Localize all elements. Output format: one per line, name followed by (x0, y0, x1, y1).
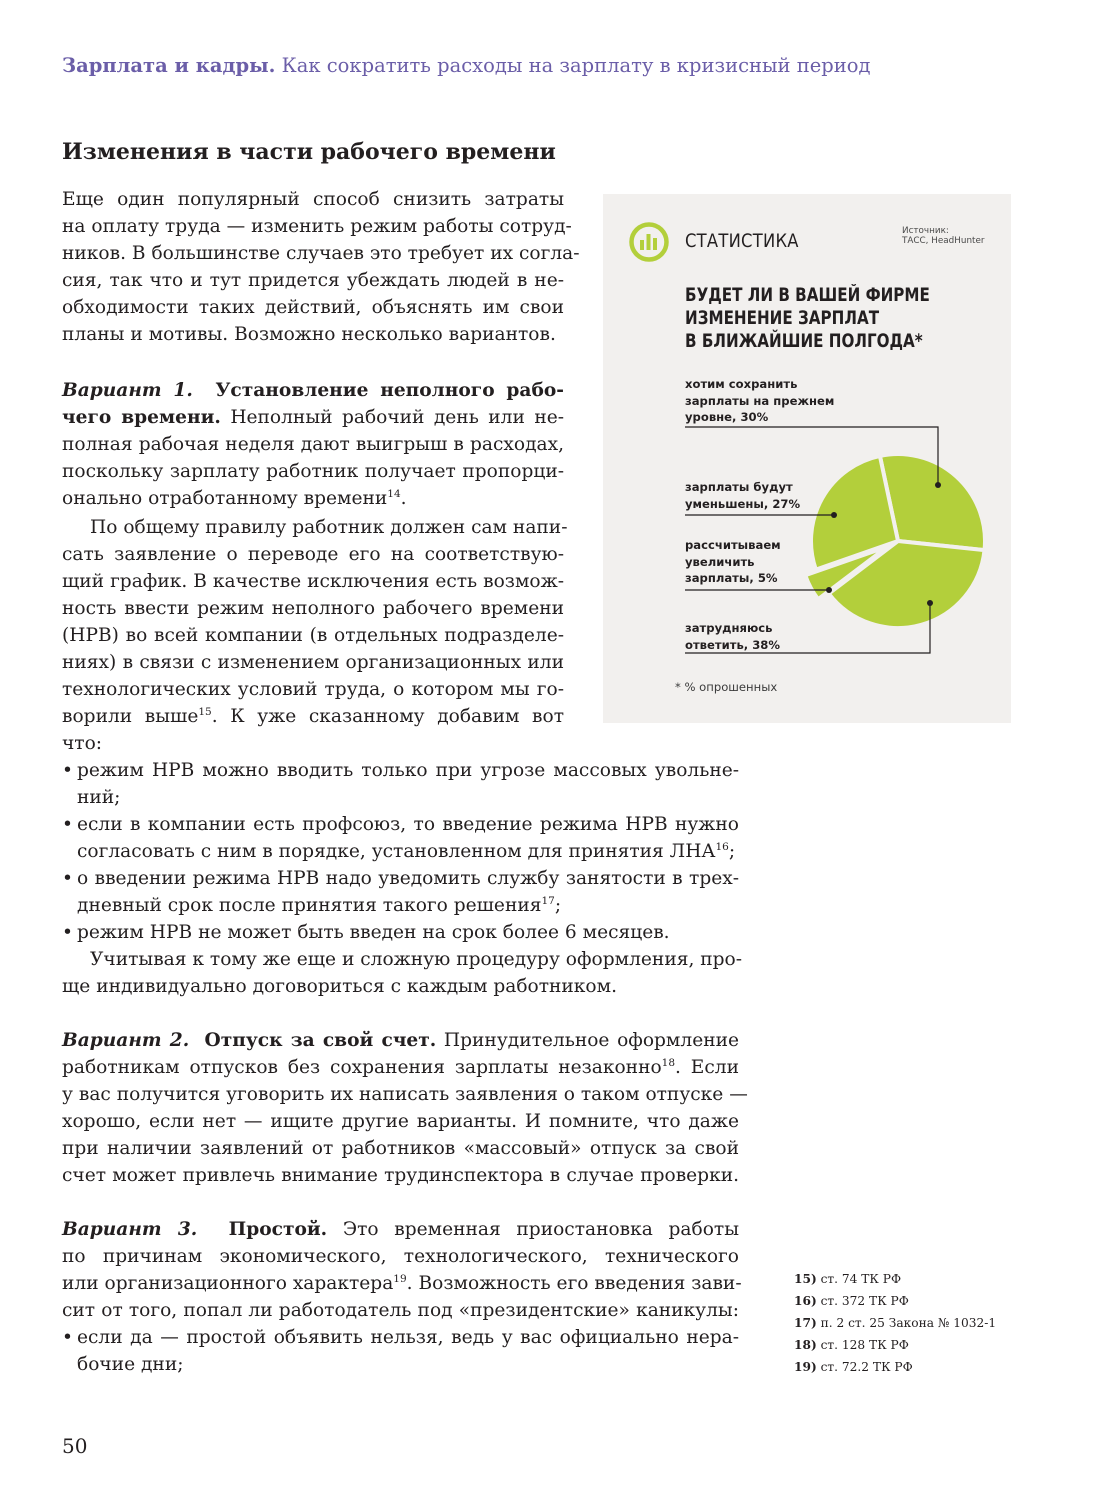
pie-label-line: зарплаты, 5% (685, 571, 778, 585)
text-span: . Если (675, 1057, 739, 1078)
pie-label (685, 479, 800, 512)
variant-3-heading: Простой. (228, 1219, 328, 1240)
bullet-item (62, 757, 739, 784)
variant-1-line: (НРВ) во всей компании (в отдельных подразделе- (62, 625, 564, 646)
bullet-icon: • (62, 868, 73, 889)
footnote-number: 18) (794, 1338, 817, 1352)
variant-1-line: ниях) в связи с изменением организационных или (62, 652, 564, 673)
footnote (794, 1271, 901, 1287)
statistics-footnote: * % опрошенных (675, 680, 778, 694)
text-span: . Возможность его введения зави- (406, 1273, 742, 1294)
text-span: режим НРВ можно вводить только при угрозе массовых увольне- (77, 760, 739, 781)
variant-1-line: ще индивидуально договориться с каждым работником. (62, 976, 617, 997)
variant-1-line: щий график. В качестве исключения есть возмож- (62, 571, 564, 592)
intro-line: планы и мотивы. Возможно несколько вариантов. (62, 324, 556, 345)
statistics-source (902, 226, 985, 246)
footnote-number: 17) (794, 1316, 817, 1330)
footnote-number: 15) (794, 1272, 817, 1286)
variant-2-line: хорошо, если нет — ищите другие варианты. И помните, что даже (62, 1111, 739, 1132)
pie-chart (805, 454, 985, 628)
pie-label (685, 376, 834, 426)
footnote-number: 16) (794, 1294, 817, 1308)
intro-line: обходимости таких действий, объяснять им свои (62, 297, 564, 318)
bullet-item (62, 1324, 739, 1351)
variant-1-line (62, 485, 407, 512)
intro-line: Еще один популярный способ снизить затраты (62, 189, 564, 210)
footnote-ref: 17 (541, 895, 555, 907)
pie-label-line: хотим сохранить (685, 377, 798, 391)
text-span: о введении режима НРВ надо уведомить службу занятости в трех- (77, 868, 739, 889)
bullet-icon: • (62, 814, 73, 835)
variant-2-label: Вариант 2. (62, 1030, 190, 1051)
pie-leader-dot (935, 482, 941, 488)
text-span: Это временная приостановка работы (342, 1219, 739, 1240)
footnote-number: 19) (794, 1360, 817, 1374)
variant-1-line (62, 377, 564, 404)
running-header (62, 54, 1062, 77)
header-title: Как сократить расходы на зарплату в кризисный период (281, 54, 871, 77)
footnote (794, 1315, 996, 1331)
pie-leader-dot (831, 512, 837, 518)
variant-1-line: что: (62, 733, 103, 754)
intro-line: сия, так что и тут придется убеждать людей в не- (62, 270, 564, 291)
bullet-item (62, 865, 739, 892)
source-line: Источник: (902, 226, 949, 236)
variant-3-line (62, 1270, 742, 1297)
variant-1-line: Учитывая к тому же еще и сложную процедуру оформления, про- (90, 949, 743, 970)
bullet-item-cont: бочие дни; (77, 1354, 184, 1375)
variant-1-line: сать заявление о переводе его на соответствую- (62, 544, 564, 565)
text-span: Принудительное оформление (443, 1030, 739, 1051)
bullet-item (62, 919, 670, 946)
pie-leader-dot (826, 587, 832, 593)
text-span: дневный срок после принятия такого решения (77, 895, 542, 916)
variant-3-line (62, 1216, 739, 1243)
intro-line: на оплату труда — изменить режим работы сотруд- (62, 216, 572, 237)
text-span: Неполный рабочий день или не- (230, 407, 564, 428)
intro-line: ников. В большинстве случаев это требует их согла- (62, 243, 580, 264)
variant-2-line: счет может привлечь внимание трудинспектора в случае проверки. (62, 1165, 739, 1186)
variant-1-line: полная рабочая неделя дают выигрыш в расходах, (62, 434, 564, 455)
variant-1-line: технологических условий труда, о котором мы го- (62, 679, 564, 700)
variant-1-heading: Установление неполного рабо- (215, 380, 564, 401)
variant-3-line: по причинам экономического, технологического, технического (62, 1246, 739, 1267)
variant-3-line: сит от того, попал ли работодатель под «президентские» каникулы: (62, 1300, 739, 1321)
statistics-panel (603, 194, 1011, 723)
footnote-text: ст. 72.2 ТК РФ (820, 1360, 913, 1374)
pie-label-line: затрудняюсь (685, 621, 773, 635)
pie-label-line: уровне, 30% (685, 410, 769, 424)
text-span: если в компании есть профсоюз, то введение режима НРВ нужно (77, 814, 739, 835)
text-span: . (400, 488, 407, 509)
text-span: работникам отпусков без сохранения зарплаты незаконно (62, 1057, 662, 1078)
question-line: ИЗМЕНЕНИЕ ЗАРПЛАТ (685, 308, 880, 329)
variant-1-line (62, 404, 564, 431)
statistics-label: СТАТИСТИКА (685, 230, 799, 252)
text-span: если да — простой объявить нельзя, ведь у вас официально нера- (77, 1327, 739, 1348)
footnote-text: п. 2 ст. 25 Закона № 1032-1 (820, 1316, 997, 1330)
pie-label-line: уменьшены, 27% (685, 496, 801, 511)
footnote-ref: 15 (198, 706, 212, 718)
text-span: ; (554, 895, 562, 916)
footnote (794, 1337, 909, 1353)
variant-2-line: при наличии заявлений от работников «массовый» отпуск за свой (62, 1138, 739, 1159)
variant-1-line: По общему правилу работник должен сам напи- (90, 517, 568, 538)
variant-1-line: ность ввести режим неполного рабочего времени (62, 598, 564, 619)
variant-1-label: Вариант 1. (62, 380, 193, 401)
footnote-ref: 18 (661, 1057, 676, 1069)
header-section: Зарплата и кадры. (62, 54, 276, 77)
footnote-ref: 19 (393, 1273, 407, 1285)
source-line: ТАСС, HeadHunter (902, 236, 985, 246)
pie-label-line: зарплаты на прежнем (685, 393, 835, 408)
question-line: БУДЕТ ЛИ В ВАШЕЙ ФИРМЕ (685, 285, 930, 306)
variant-3-label: Вариант 3. (62, 1219, 198, 1240)
pie-label-line: рассчитываем (685, 538, 781, 552)
question-line: В БЛИЖАЙШИЕ ПОЛГОДА* (685, 331, 923, 352)
text-span: режим НРВ не может быть введен на срок более 6 месяцев. (77, 922, 670, 943)
text-span: ворили выше (62, 706, 199, 727)
bullet-icon: • (62, 1327, 73, 1348)
text-span: онально отработанному времени (62, 488, 388, 509)
footnote-ref: 14 (387, 488, 401, 500)
pie-leader-dot (927, 600, 933, 606)
pie-label-line: ответить, 38% (685, 637, 780, 652)
pie-label-line: увеличить (685, 554, 755, 569)
footnote (794, 1293, 909, 1309)
footnote-text: ст. 372 ТК РФ (820, 1294, 909, 1308)
text-span: ; (728, 841, 736, 862)
text-span: согласовать с ним в порядке, установленном для принятия ЛНА (77, 841, 716, 862)
variant-1-line: поскольку зарплату работник получает пропорци- (62, 461, 564, 482)
footnote-text: ст. 74 ТК РФ (820, 1272, 902, 1286)
section-title: Изменения в части рабочего времени (62, 139, 556, 165)
statistics-question (685, 284, 930, 353)
variant-2-line (62, 1027, 739, 1054)
bullet-item (62, 811, 739, 838)
variant-1-line (62, 703, 564, 730)
variant-2-line: у вас получится уговорить их написать заявления о таком отпуске — (62, 1084, 748, 1105)
bullet-icon: • (62, 760, 73, 781)
bullet-item-cont (77, 838, 735, 865)
page-number: 50 (62, 1434, 88, 1458)
pie-label (685, 537, 781, 587)
pie-label (685, 620, 780, 653)
bullet-item-cont: ний; (77, 787, 121, 808)
footnote (794, 1359, 913, 1375)
footnote-text: ст. 128 ТК РФ (820, 1338, 909, 1352)
variant-2-line (62, 1054, 739, 1081)
statistics-graphics (603, 194, 1011, 723)
pie-label-line: зарплаты будут (685, 480, 793, 494)
bullet-item-cont (77, 892, 561, 919)
variant-1-heading-cont: чего времени. (62, 407, 221, 428)
bar-chart-circle-icon (632, 225, 667, 260)
bullet-icon: • (62, 922, 73, 943)
text-span: или организационного характера (62, 1273, 394, 1294)
footnote-ref: 16 (715, 841, 729, 853)
variant-2-heading: Отпуск за свой счет. (204, 1030, 437, 1051)
text-span: . К уже сказанному добавим вот (211, 706, 564, 727)
